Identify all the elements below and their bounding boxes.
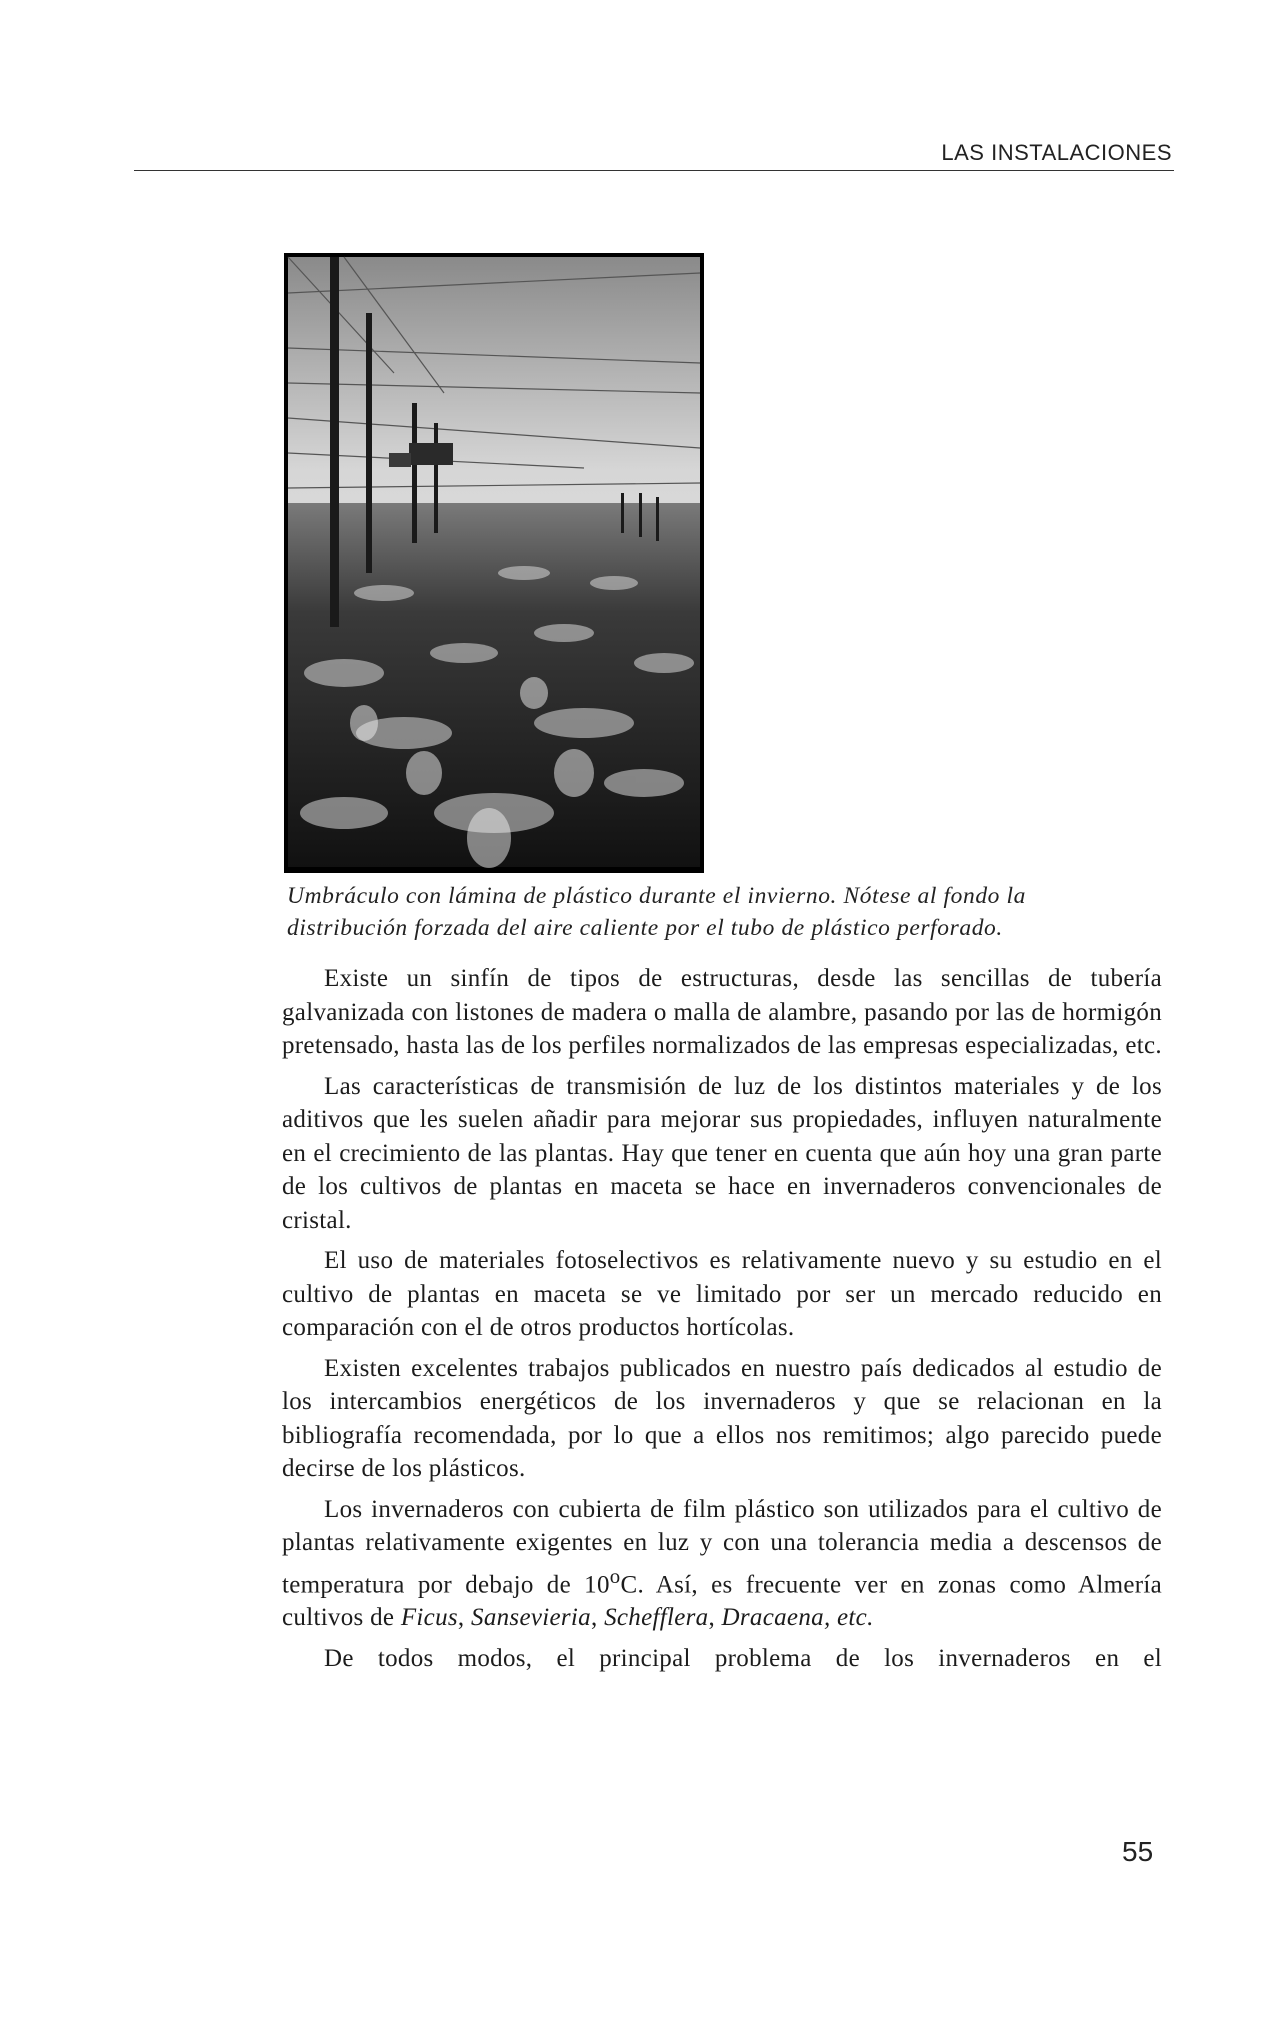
figure-caption <box>287 880 1167 944</box>
genus-sansevieria: Sansevieria <box>471 1604 591 1632</box>
section-title: LAS INSTALACIONES <box>941 140 1172 165</box>
paragraph-5 <box>282 1493 1162 1635</box>
genus-schefflera: Schefflera <box>604 1604 709 1632</box>
degree-sup: o <box>609 1563 621 1588</box>
paragraph-1: Existe un sinfín de tipos de estructuras, desde las sencillas de tubería galvanizada con listones de madera o malla de alambre, pasando por las de hormigón pretensado, hasta las de los perfiles normalizados de las empresas especializadas, etc. <box>282 965 1162 1059</box>
paragraph-2: Las características de transmisión de luz de los distintos materiales y de los aditivos que les suelen añadir para mejorar sus propiedades, influyen naturalmente en el crecimiento de las plantas. Hay que tener en cuenta que aún hoy una gran parte de los cultivos de plantas en maceta se hace en invernaderos convencionales de cristal. <box>282 1072 1162 1234</box>
genus-dracaena: Dracaena <box>721 1604 824 1632</box>
p5-text-a: Los invernaderos con cubierta de film plástico son utilizados para el cultivo de plantas relativamente exigentes en luz y con una tolerancia media a descensos de temperatura por debajo de 10 <box>282 1495 1162 1598</box>
paragraph-6: De todos modos, el principal problema de los invernaderos en el <box>324 1644 1162 1672</box>
genus-ficus: Ficus <box>400 1604 458 1632</box>
p5-text-b: C. Así, es frecuente ver en zonas como Almería cultivos de <box>282 1570 1162 1632</box>
p5-sep-1: , <box>457 1604 472 1632</box>
caption-line-2: distribución forzada del aire caliente por el tubo de plástico perforado. <box>287 915 1003 941</box>
p5-end: , etc. <box>823 1604 874 1632</box>
p5-sep-3: , <box>708 1604 722 1632</box>
p5-sep-2: , <box>590 1604 605 1632</box>
running-header <box>134 138 1174 171</box>
greenhouse-photo <box>284 253 704 873</box>
paragraph-3: El uso de materiales fotoselectivos es relativamente nuevo y su estudio en el cultivo de plantas en maceta se ve limitado por ser un mercado reducido en comparación con el de otros productos hortícolas. <box>282 1247 1162 1341</box>
page-number: 55 <box>1122 1836 1154 1867</box>
caption-line-1: Umbráculo con lámina de plástico durante el invierno. Nótese al fondo la <box>287 883 1026 909</box>
body-text <box>282 962 1162 1682</box>
paragraph-4: Existen excelentes trabajos publicados en nuestro país dedicados al estudio de los intercambios energéticos de los invernaderos y que se relacionan en la bibliografía recomendada, por lo que a ellos nos remitimos; algo parecido puede decirse de los plásticos. <box>282 1354 1162 1482</box>
